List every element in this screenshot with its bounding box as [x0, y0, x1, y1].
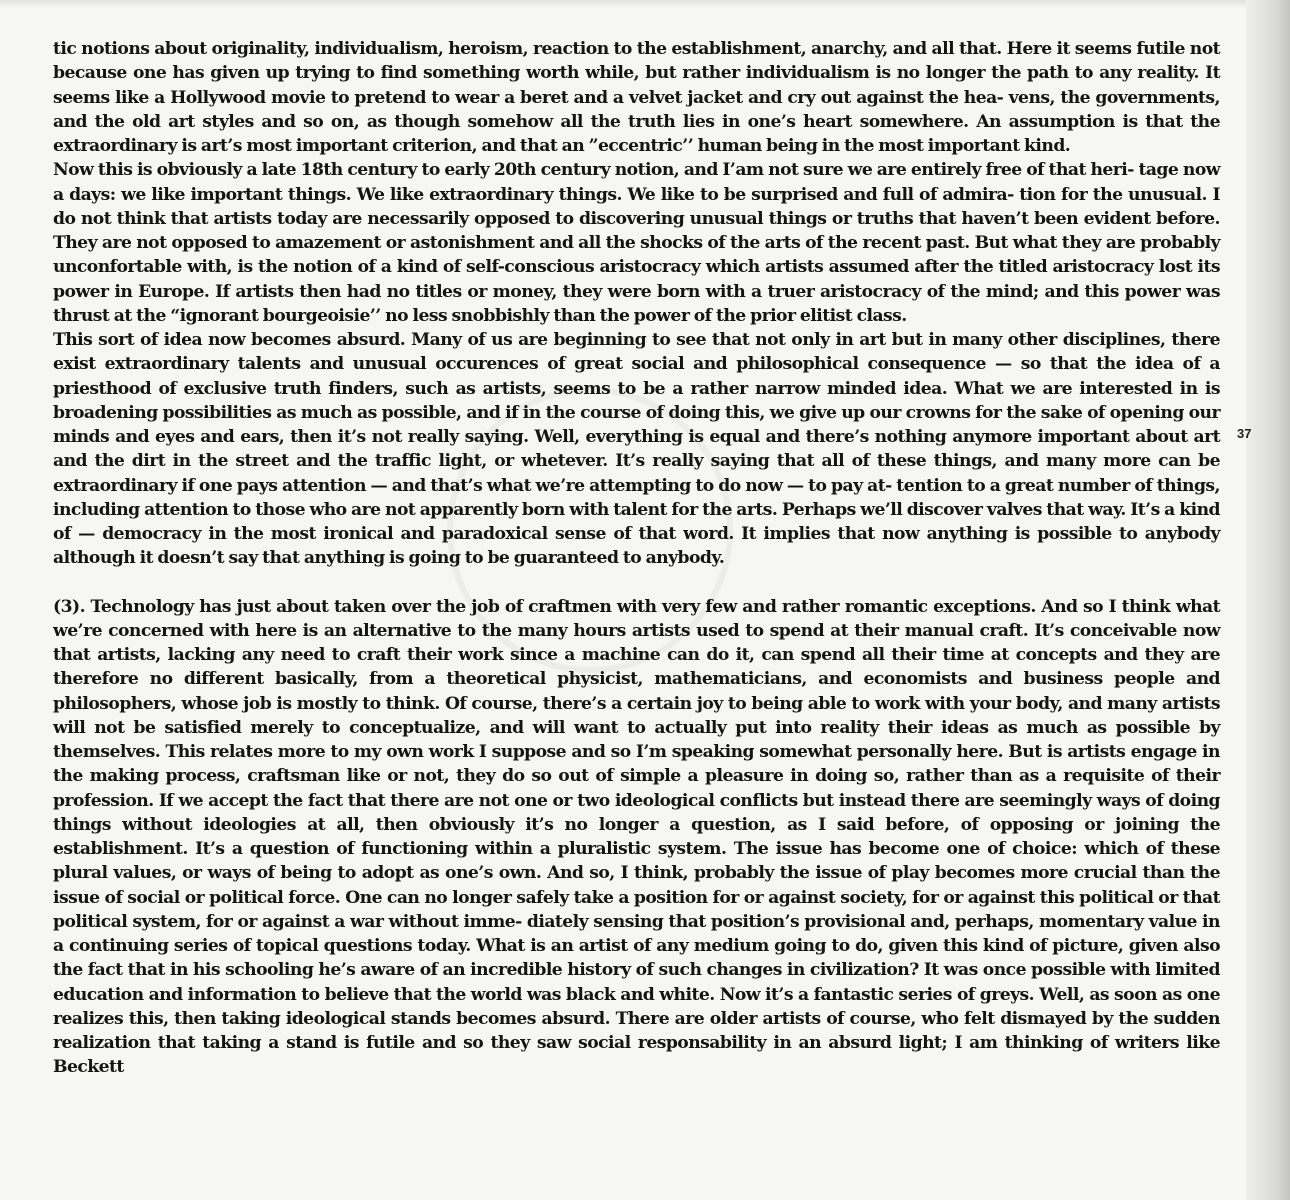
paragraph-4: (3). Technology has just about taken over the job of craftmen with very few and rather romantic exceptions. And so I think what we’re concerned with here is an alternative to the many hours artists used to spend at their manual craft. It’s conceivable now that artists, lacking any need to craft their work since a machine can do it, can spend all their time at concepts and they are therefore no different basically, from a theoretical physicist, mathematicians, and economists and business people and philosophers, whose job is mostly to think. Of course, there’s a certain joy to being able to work with your body, and many artists will not be satisfied merely to conceptualize, and will want to actually put into reality their ideas as much as possible by themselves. This relates more to my own work I suppose and so I’m speaking somewhat personally here. But is artists engage in the making process, craftsman like or not, they do so out of simple a pleasure in doing so, rather than as a requisite of their profession. If we accept the fact that there are not one or two ideological conflicts but instead there are seemingly ways of doing things without ideologies at all, then obviously it’s no longer a question, as I said before, of opposing or joining the establishment. It’s a question of functioning within a pluralistic system. The issue has become one of choice: which of these plural values, or ways of being to adopt as one’s own. And so, I think, probably the issue of play becomes more crucial than the issue of social or political force. One can no longer safely take a position for or against society, for or against this political or that political system, for or against a war without imme- diately sensing that position’s provisional and, perhaps, momentary value in a continuing series of topical questions today. What is an artist of any medium going to do, given this kind of picture, given also the fact that in his schooling he’s aware of an incredible history of such changes in civilization? It was once possible with limited education and information to believe that the world was black and white. Now it’s a fantastic series of greys. Well, as soon as one realizes this, then taking ideological stands becomes absurd. There are older artists of course, who felt dismayed by the sudden realization that taking a stand is futile and so they saw social responsability in an absurd light; I am thinking of writers like Beckett: [53, 596, 1220, 1078]
article-body: [53, 37, 1220, 1080]
paragraph-3: This sort of idea now becomes absurd. Many of us are beginning to see that not only in art but in many other disciplines, there exist extraordinary talents and unusual occurences of great social and philosophical consequence — so that the idea of a priesthood of exclusive truth finders, such as artists, seems to be a rather narrow minded idea. What we are interested in is broadening possibilities as much as possible, and if in the course of doing this, we give up our crowns for the sake of opening our minds and eyes and ears, then it’s not really saying. Well, everything is equal and there’s nothing anymore important about art and the dirt in the street and the traffic light, or whetever. It’s really saying that all of these things, and many more can be extraordinary if one pays attention — and that’s what we’re attempting to do now — to pay at- tention to a great number of things, including attention to those who are not apparently born with talent for the arts. Perhaps we’ll discover valves that way. It’s a kind of — democracy in the most ironical and paradoxical sense of that word. It implies that now anything is possible to anybody although it doesn’t say that anything is going to be guaranteed to anybody.: [53, 330, 1220, 569]
page-top-edge: [0, 0, 1290, 8]
paragraph-2: Now this is obviously a late 18th century to early 20th century notion, and I’am not sure we are entirely free of that heri- tage now a days: we like important things. We like extraordinary things. We like to be surprised and full of admira- tion for the unusual. I do not think that artists today are necessarily opposed to discovering unusual things or truths that haven’t been evident before. They are not opposed to amazement or astonishment and all the shocks of the arts of the recent past. But what they are probably unconfortable with, is the notion of a kind of self-conscious aristocracy which artists assumed after the titled aristocracy lost its power in Europe. If artists then had no titles or money, they were born with a truer aristocracy of the mind; and this power was thrust at the “ignorant bourgeoisie’’ no less snobbishly than the power of the prior elitist class.: [53, 160, 1220, 326]
paragraph-1: tic notions about originality, individualism, heroism, reaction to the establishment, anarchy, and all that. Here it seems futile not because one has given up trying to find something worth while, but rather individualism is no longer the path to any reality. It seems like a Hollywood movie to pretend to wear a beret and a velvet jacket and cry out against the hea- vens, the governments, and the old art styles and so on, as though somehow all the truth lies in one’s heart somewhere. An assumption is that the extraordinary is art’s most important criterion, and that an ”eccentric’’ human being in the most important kind.: [53, 39, 1220, 156]
page-number: 37: [1237, 426, 1252, 441]
page-gutter-shadow: [1246, 0, 1290, 1200]
